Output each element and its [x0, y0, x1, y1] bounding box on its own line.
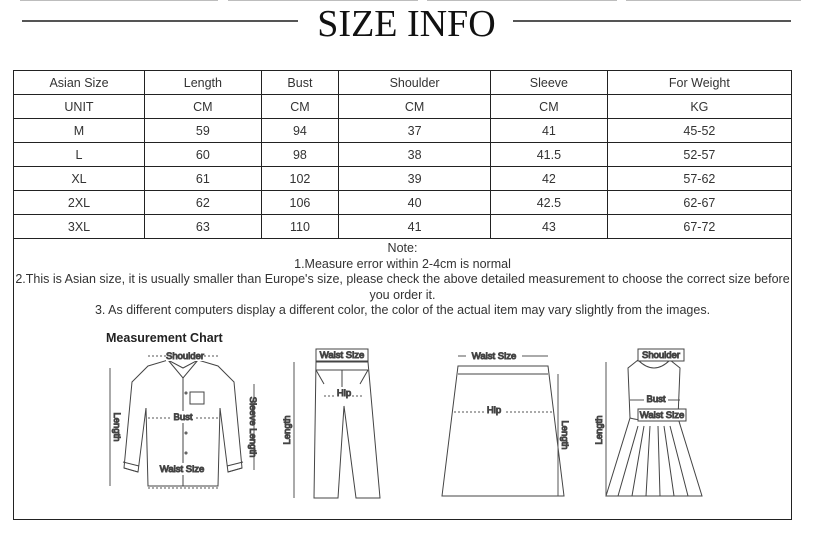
- notes-heading: Note:: [387, 241, 418, 255]
- table-cell: 60: [145, 143, 262, 167]
- table-cell: 41: [491, 119, 608, 143]
- column-header: Bust: [261, 71, 338, 95]
- column-header: Length: [145, 71, 262, 95]
- table-cell: XL: [14, 167, 145, 191]
- table-cell: 38: [339, 143, 491, 167]
- table-row: [14, 143, 792, 167]
- table-cell: CM: [491, 95, 608, 119]
- sleeve-length-label: Sleeve Length: [247, 396, 258, 458]
- column-header: Sleeve: [491, 71, 608, 95]
- table-cell: 3XL: [14, 215, 145, 239]
- shoulder-label: Shoulder: [641, 350, 681, 361]
- bust-label: Bust: [646, 394, 666, 405]
- length-label: Length: [111, 412, 122, 442]
- waist-size-label: Waist Size: [159, 464, 205, 475]
- skirt-diagram: [436, 348, 576, 500]
- table-row: [14, 191, 792, 215]
- waist-size-label: Waist Size: [471, 351, 517, 362]
- table-row: [14, 119, 792, 143]
- column-header: Asian Size: [14, 71, 145, 95]
- table-cell: 57-62: [607, 167, 791, 191]
- page-header: [0, 0, 813, 52]
- pants-diagram: [282, 348, 386, 504]
- note-line: 3. As different computers display a different color, the color of the actual item may vary slightly from the images.: [94, 303, 711, 317]
- table-cell: 106: [261, 191, 338, 215]
- notes-section: [14, 241, 791, 319]
- note-line: 1.Measure error within 2-4cm is normal: [294, 256, 511, 271]
- bust-label: Bust: [173, 412, 193, 423]
- table-cell: 98: [261, 143, 338, 167]
- pants-outline: [314, 362, 380, 498]
- waist-size-label: Waist Size: [639, 410, 685, 421]
- table-cell: 62: [145, 191, 262, 215]
- table-cell: KG: [607, 95, 791, 119]
- table-cell: 41.5: [491, 143, 608, 167]
- table-row: [14, 167, 792, 191]
- column-header: For Weight: [607, 71, 791, 95]
- measurement-chart-title: Measurement Chart: [106, 331, 223, 345]
- table-row: [14, 95, 792, 119]
- table-cell: CM: [339, 95, 491, 119]
- dress-diagram: [594, 348, 710, 500]
- header-rule-right: [513, 20, 791, 22]
- table-cell: 67-72: [607, 215, 791, 239]
- skirt-outline: [442, 366, 564, 496]
- table-cell: CM: [145, 95, 262, 119]
- hip-label: Hip: [486, 405, 502, 416]
- column-header: Shoulder: [339, 71, 491, 95]
- table-cell: M: [14, 119, 145, 143]
- table-header-row: [14, 71, 792, 95]
- table-cell: L: [14, 143, 145, 167]
- table-cell: 41: [339, 215, 491, 239]
- table-row: [14, 215, 792, 239]
- note-line: 2.This is Asian size, it is usually smaller than Europe's size, please check the above detailed measurement to choose the correct size before you order it.: [15, 272, 790, 302]
- hip-label: Hip: [336, 388, 352, 399]
- table-cell: 102: [261, 167, 338, 191]
- size-table: [13, 70, 792, 239]
- table-cell: 39: [339, 167, 491, 191]
- table-cell: 52-57: [607, 143, 791, 167]
- page-title: SIZE INFO: [317, 3, 496, 45]
- shoulder-label: Shoulder: [165, 351, 205, 362]
- table-cell: 61: [145, 167, 262, 191]
- table-cell: 59: [145, 119, 262, 143]
- table-cell: 2XL: [14, 191, 145, 215]
- table-cell: 62-67: [607, 191, 791, 215]
- table-cell: 110: [261, 215, 338, 239]
- table-cell: CM: [261, 95, 338, 119]
- table-cell: 37: [339, 119, 491, 143]
- shirt-diagram: [104, 348, 262, 500]
- table-cell: 94: [261, 119, 338, 143]
- dress-outline: [606, 360, 702, 496]
- table-cell: 63: [145, 215, 262, 239]
- waist-size-label: Waist Size: [319, 350, 365, 361]
- table-cell: 45-52: [607, 119, 791, 143]
- table-cell: 42: [491, 167, 608, 191]
- table-cell: 43: [491, 215, 608, 239]
- length-label: Length: [594, 415, 605, 445]
- table-cell: 42.5: [491, 191, 608, 215]
- table-cell: UNIT: [14, 95, 145, 119]
- length-label: Length: [559, 420, 570, 450]
- table-cell: 40: [339, 191, 491, 215]
- length-label: Length: [282, 415, 293, 445]
